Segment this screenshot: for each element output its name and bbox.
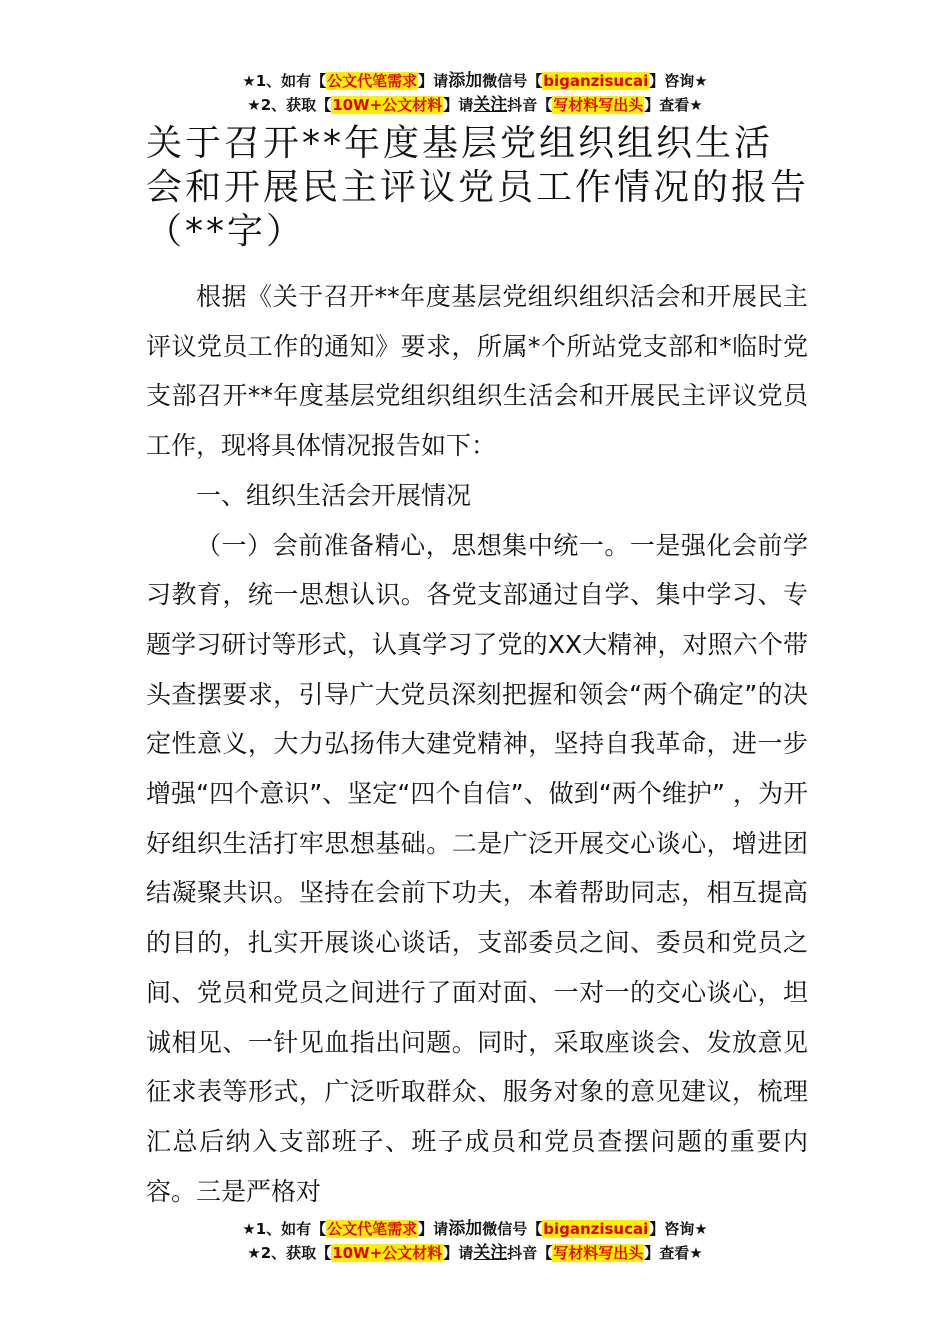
banner-text: 微信号【 — [482, 1220, 543, 1238]
banner-line-1 — [0, 1218, 950, 1242]
banner-text: 】咨询★ — [649, 1220, 708, 1238]
banner-highlight: 写材料写出头 — [553, 1244, 644, 1262]
banner-highlight: biganzisucai — [543, 1220, 649, 1238]
banner-line-2 — [0, 1242, 950, 1266]
banner-highlight: biganzisucai — [543, 72, 649, 90]
banner-text: 微信号【 — [482, 72, 543, 90]
banner-text: 】请 — [418, 1220, 449, 1238]
banner-emphasis: 关注 — [473, 1243, 508, 1263]
banner-text: 】查看★ — [644, 96, 703, 114]
banner-text: 】请 — [443, 96, 474, 114]
banner-emphasis: 添加 — [448, 71, 483, 91]
banner-emphasis: 添加 — [448, 1219, 483, 1239]
banner-text: ★1、如有【 — [242, 1220, 327, 1238]
header-banner — [0, 70, 950, 118]
banner-text: 】请 — [418, 72, 449, 90]
banner-highlight: 写材料写出头 — [553, 96, 644, 114]
banner-highlight: 10W+公文材料 — [332, 96, 443, 114]
banner-text: 抖音【 — [507, 96, 553, 114]
banner-line-1 — [0, 70, 950, 94]
banner-highlight: 公文代笔需求 — [327, 1220, 418, 1238]
document-title: 关于召开**年度基层党组织组织生活会和开展民主评议党员工作情况的报告（**字） — [146, 123, 810, 252]
footer-banner — [0, 1218, 950, 1266]
body-paragraph: （一）会前准备精心，思想集中统一。一是强化会前学习教育，统一思想认识。各党支部通过自学、集中学习、专题学习研讨等形式，认真学习了党的XX大精神，对照六个带头查摆要求，引导广大党员深刻把握和领会“两个确定”的决定性意义，大力弘扬伟大建党精神，坚持自我革命，进一步增强“四个意识”、坚定“四个自信”、做到“两个维护” ，为开好组织生活打牢思想基础。二是广泛开展交心谈心，增进团结凝聚共识。坚持在会前下功夫，本着帮助同志，相互提高的目的，扎实开展谈心谈话，支部委员之间、委员和党员之间、党员和党员之间进行了面对面、一对一的交心谈心，坦诚相见、一针见血指出问题。同时，采取座谈会、发放意见征求表等形式，广泛听取群众、服务对象的意见建议，梳理汇总后纳入支部班子、班子成员和党员查摆问题的重要内容。三是严格对 — [146, 530, 808, 1206]
banner-emphasis: 关注 — [473, 95, 508, 115]
banner-text: 】请 — [443, 1244, 474, 1262]
banner-text: ★1、如有【 — [242, 72, 327, 90]
banner-text: 】咨询★ — [649, 72, 708, 90]
section-heading: 一、组织生活会开展情况 — [196, 480, 472, 510]
banner-line-2 — [0, 94, 950, 118]
banner-text: 抖音【 — [507, 1244, 553, 1262]
banner-highlight: 10W+公文材料 — [332, 1244, 443, 1262]
document-body — [146, 272, 808, 1216]
banner-text: ★2、获取【 — [247, 96, 332, 114]
intro-paragraph: 根据《关于召开**年度基层党组织组织活会和开展民主评议党员工作的通知》要求，所属*个所站党支部和*临时党支部召开**年度基层党组织组织生活会和开展民主评议党员工作，现将具体情况报告如下： — [146, 282, 808, 461]
banner-text: 】查看★ — [644, 1244, 703, 1262]
banner-highlight: 公文代笔需求 — [327, 72, 418, 90]
banner-text: ★2、获取【 — [247, 1244, 332, 1262]
